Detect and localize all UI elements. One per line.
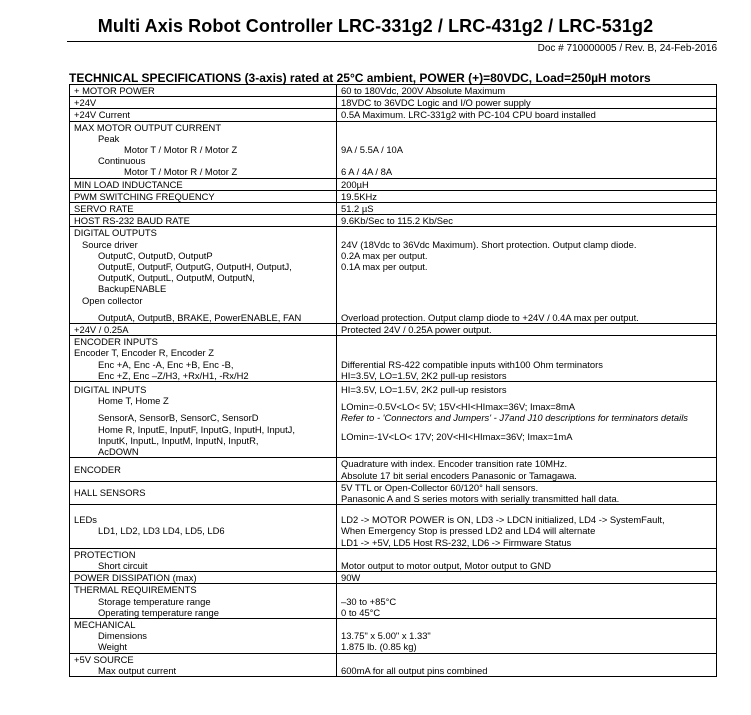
spec-label [70,121,337,178]
spec-value-line: 1.875 lb. (0.85 kg) [341,641,417,653]
spec-sub-label: LD1, LD2, LD3 LD4, LD5, LD6 [98,525,225,537]
spec-value-line: 9A / 5.5A / 10A [341,144,404,156]
spec-sub-label: Enc +A, Enc -A, Enc +B, Enc -B, [98,358,234,370]
spec-sub-label: SensorA, SensorB, SensorC, SensorD [98,412,259,424]
spec-sub-label: Operating temperature range [98,606,219,618]
table-row [70,618,717,653]
spec-label-text: THERMAL REQUIREMENTS [74,584,197,596]
table-row [70,109,717,121]
spec-label: HOST RS-232 BAUD RATE [70,215,337,227]
spec-sub-label: Motor T / Motor R / Motor Z [124,144,238,156]
spec-value: 19.5KHz [337,190,717,202]
spec-label-text: +5V SOURCE [74,653,134,665]
spec-label [70,227,337,324]
spec-value [337,584,717,619]
spec-label [70,584,337,619]
spec-value-line: LD1 -> +5V, LD5 Host RS-232, LD6 -> Firmware Status [341,536,572,548]
spec-value: Protected 24V / 0.25A power output. [337,324,717,336]
spec-sub-label: Source driver [82,238,138,250]
table-row [70,178,717,190]
table-row [70,382,717,458]
spec-sub-label: Home T, Home Z [98,395,169,407]
table-row [70,85,717,97]
spec-value-line: 0 to 45°C [341,606,381,618]
spec-value-line: When Emergency Stop is pressed LD2 and LD4 will alternate [341,525,596,537]
spec-sub-label: Motor T / Motor R / Motor Z [124,166,238,178]
spec-label [70,382,337,458]
spec-sub-label: Weight [98,641,128,653]
spec-value-line: 0.2A max per output. [341,249,428,261]
spec-sub-label: AcDOWN [98,446,139,458]
spec-value [337,458,717,481]
spec-sub-label: InputK, InputL, InputM, InputN, InputR, [98,434,259,446]
table-row [70,336,717,382]
spec-value: 18VDC to 36VDC Logic and I/O power supply [337,97,717,109]
spec-value-line: Overload protection. Output clamp diode to +24V / 0.4A max per output. [341,311,639,323]
spec-value-line: HI=3.5V, LO=1.5V, 2K2 pull-up resistors [341,384,507,396]
spec-label: POWER DISSIPATION (max) [70,572,337,584]
spec-value-line: Absolute 17 bit serial encoders Panasonic or Tamagawa. [341,469,577,481]
spec-value: 9.6Kb/Sec to 115.2 Kb/Sec [337,215,717,227]
spec-value-line: 6 A / 4A / 8A [341,166,393,178]
spec-value-line: –30 to +85°C [341,595,397,607]
table-row [70,121,717,178]
spec-sub-label: Dimensions [98,630,147,642]
spec-label-text: DIGITAL OUTPUTS [74,227,157,239]
spec-value-line: 5V TTL or Open-Collector 60/120° hall sensors. [341,481,539,493]
spec-sub-label: Open collector [82,294,143,306]
spec-value-line: LOmin=-0.5V<LO< 5V; 15V<HI<HImax=36V; Imax=8mA [341,401,576,413]
table-row [70,190,717,202]
document-number: Doc # 710000005 / Rev. B, 24-Feb-2016 [537,43,717,54]
table-row [70,572,717,584]
table-row [70,481,717,504]
spec-value-line: Quadrature with index. Encoder transition rate 10MHz. [341,458,568,470]
spec-value [337,382,717,458]
table-row [70,324,717,336]
spec-sub-label: Continuous [98,155,146,167]
spec-label: MIN LOAD INDUCTANCE [70,178,337,190]
table-row [70,227,717,324]
spec-label: PWM SWITCHING FREQUENCY [70,190,337,202]
spec-sub-label: Encoder T, Encoder R, Encoder Z [74,347,215,359]
spec-label-text: DIGITAL INPUTS [74,384,147,396]
spec-value: 51.2 µS [337,203,717,215]
spec-value [337,481,717,504]
spec-value-line: Differential RS-422 compatible inputs with100 Ohm terminators [341,358,603,370]
spec-label [70,505,337,549]
spec-label [70,653,337,676]
spec-label-text: PROTECTION [74,548,136,560]
spec-value [337,618,717,653]
spec-value-line: 24V (18Vdc to 36Vdc Maximum). Short protection. Output clamp diode. [341,238,637,250]
spec-value [337,121,717,178]
table-row [70,203,717,215]
spec-value-line: Panasonic A and S series motors with serially transmitted hall data. [341,492,620,504]
spec-label: +24V / 0.25A [70,324,337,336]
spec-value-line: HI=3.5V, LO=1.5V, 2K2 pull-up resistors [341,369,507,381]
table-row [70,97,717,109]
spec-value: 0.5A Maximum. LRC-331g2 with PC-104 CPU board installed [337,109,717,121]
spec-value-line: Motor output to motor output, Motor output to GND [341,559,551,571]
spec-sub-label: Max output current [98,664,177,676]
spec-value-line: LOmin=-1V<LO< 17V; 20V<HI<HImax=36V; Imax=1mA [341,430,573,442]
spec-sub-label: Storage temperature range [98,595,211,607]
title-rule [67,41,717,42]
spec-value-note: Refer to - 'Connectors and Jumpers' - J7and J10 descriptions for terminators details [341,412,688,424]
spec-value-line: 600mA for all output pins combined [341,664,488,676]
spec-sub-label: Enc +Z, Enc –Z/H3, +Rx/H1, -Rx/H2 [98,369,249,381]
spec-value [337,227,717,324]
table-row [70,653,717,676]
spec-label: SERVO RATE [70,203,337,215]
spec-sub-label: OutputA, OutputB, BRAKE, PowerENABLE, FAN [98,311,302,323]
spec-value: 90W [337,572,717,584]
spec-label: + MOTOR POWER [70,85,337,97]
spec-sub-label: OutputK, OutputL, OutputM, OutputN, [98,272,255,284]
table-row [70,505,717,549]
spec-value-line: 0.1A max per output. [341,261,428,273]
spec-value-line: 13.75" x 5.00" x 1.33" [341,630,431,642]
table-row [70,215,717,227]
spec-value [337,653,717,676]
spec-value [337,548,717,571]
spec-label-text: LEDs [74,514,97,526]
spec-label: HALL SENSORS [70,481,337,504]
spec-sub-label: Peak [98,132,120,144]
spec-label [70,336,337,382]
spec-label: ENCODER [70,458,337,481]
spec-sub-label: Home R, InputE, InputF, InputG, InputH, InputJ, [98,423,295,435]
spec-table [69,84,717,677]
spec-value: 60 to 180Vdc, 200V Absolute Maximum [337,85,717,97]
table-row [70,458,717,481]
table-row [70,584,717,619]
spec-value: 200µH [337,178,717,190]
spec-label: +24V [70,97,337,109]
spec-label-text: MAX MOTOR OUTPUT CURRENT [74,121,222,133]
table-row [70,548,717,571]
spec-value [337,336,717,382]
spec-value-line: LD2 -> MOTOR POWER is ON, LD3 -> LDCN initialized, LD4 -> SystemFault, [341,514,665,526]
spec-label: +24V Current [70,109,337,121]
spec-label [70,618,337,653]
document-title: Multi Axis Robot Controller LRC-331g2 / LRC-431g2 / LRC-531g2 [97,16,654,36]
spec-label-text: ENCODER INPUTS [74,336,158,348]
spec-value [337,505,717,549]
spec-label [70,548,337,571]
spec-sub-label: BackupENABLE [98,283,167,295]
spec-sub-label: OutputC, OutputD, OutputP [98,249,213,261]
spec-sub-label: OutputE, OutputF, OutputG, OutputH, OutputJ, [98,261,292,273]
spec-label-text: MECHANICAL [74,618,136,630]
spec-sub-label: Short circuit [98,559,148,571]
spec-heading: TECHNICAL SPECIFICATIONS (3-axis) rated at 25°C ambient, POWER (+)=80VDC, Load=250µH motors [69,71,651,85]
